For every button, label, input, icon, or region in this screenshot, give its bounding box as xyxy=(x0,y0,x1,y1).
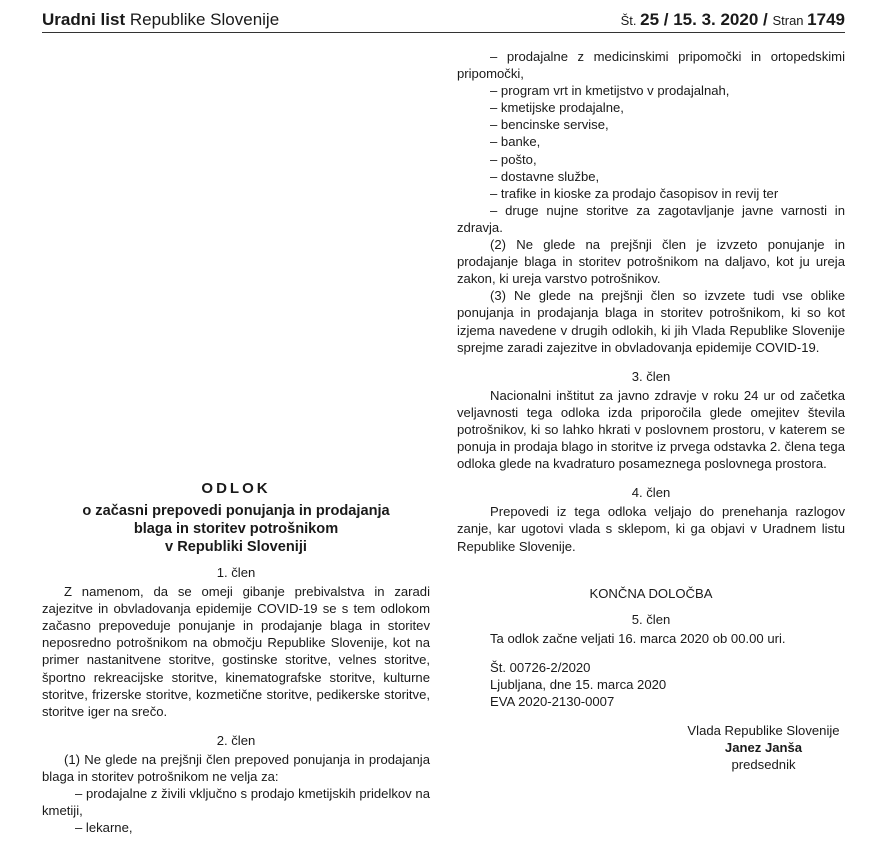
article-2-heading: 2. člen xyxy=(216,732,256,748)
spacer xyxy=(457,710,845,722)
page-header xyxy=(42,10,845,30)
subtitle-line: o začasni prepovedi ponujanja in prodajanja xyxy=(82,503,390,519)
spacer xyxy=(457,647,845,659)
page-number: 1749 xyxy=(807,10,845,29)
right-column xyxy=(457,48,845,773)
article-3-text: Nacionalni inštitut za javno zdravje v roku 24 ur od začetka veljavnosti tega odloka izda priporočila glede omejitev števila potrošnikov, ki so lahko hkrati v poslovnem prostoru, v katerem se ponuja in prodaja blago in storitve iz prvega odstavka 2. člena tega odloka glede na kvadraturo posameznega poslovnega prostora. xyxy=(457,387,845,472)
article-1-heading: 1. člen xyxy=(216,565,256,580)
header-rule xyxy=(42,32,845,33)
issue-date: 15. 3. 2020 xyxy=(673,10,759,29)
list-item: – program vrt in kmetijstvo v prodajalnah, xyxy=(490,83,730,99)
place-and-date: Ljubljana, dne 15. marca 2020 xyxy=(490,677,667,692)
issue-prefix: Št. xyxy=(620,13,637,28)
list-item: – prodajalne z živili vključno s prodajo kmetijskih pridelkov na kmetiji, xyxy=(42,786,430,819)
separator: / xyxy=(758,10,773,29)
list-item: – banke, xyxy=(490,134,541,150)
article-5-text: Ta odlok začne veljati 16. marca 2020 ob 00.00 uri. xyxy=(490,630,786,646)
reference-number: Št. 00726-2/2020 xyxy=(490,659,591,675)
list-item: – lekarne, xyxy=(75,820,133,836)
list-item: – trafike in kioske za prodajo časopisov in revij ter xyxy=(490,185,779,201)
signature-organization: Vlada Republike Slovenije xyxy=(687,723,840,739)
separator: / xyxy=(659,10,674,29)
publication-name xyxy=(42,10,279,30)
article-2-paragraph-2: (2) Ne glede na prejšnji člen je izvzeto ponujanje in prodajanje blaga in storitev potrošnikom na daljavo, kot ju ureja zakon, ki ureja varstvo potrošnikov. xyxy=(457,237,845,287)
signature-name: Janez Janša xyxy=(724,740,803,756)
list-item: – pošto, xyxy=(490,151,537,167)
decree-title: ODLOK xyxy=(201,480,271,497)
issue-info xyxy=(621,10,845,30)
signature-role: predsednik xyxy=(731,757,796,773)
final-provision-heading: KONČNA DOLOČBA xyxy=(589,585,713,601)
list-item: – kmetijske prodajalne, xyxy=(490,100,624,116)
article-4-text: Prepovedi iz tega odloka veljajo do prenehanja razlogov zanje, kar ugotovi vlada s sklepom, ki ga objavi v Uradnem listu Republike Slovenije. xyxy=(457,504,845,554)
list-item: – dostavne službe, xyxy=(490,168,600,184)
left-column xyxy=(42,480,430,836)
subtitle-line: blaga in storitev potrošnikom xyxy=(133,521,339,537)
list-item: – prodajalne z medicinskimi pripomočki in ortopedskimi pripomočki, xyxy=(457,49,845,82)
eva-number: EVA 2020-2130-0007 xyxy=(490,694,615,710)
subtitle-line: v Republiki Sloveniji xyxy=(165,539,307,555)
list-item: – druge nujne storitve za zagotavljanje javne varnosti in zdravja. xyxy=(457,202,845,235)
article-5-heading: 5. člen xyxy=(631,611,671,627)
publication-name-rest: Republike Slovenije xyxy=(125,10,280,29)
list-item: – bencinske servise, xyxy=(490,117,609,133)
publication-name-bold: Uradni list xyxy=(42,10,126,29)
issue-number: 25 xyxy=(640,10,660,29)
article-3-heading: 3. člen xyxy=(631,368,671,384)
article-2-paragraph-3: (3) Ne glede na prejšnji člen so izvzete tudi vse oblike ponujanja in prodajanja blaga in storitev potrošnikom, ki so kot izjema navedene v drugih odlokih, ki jih Vlada Republike Slovenije sprejme zaradi zajezitve in obvladovanja epidemije COVID-19. xyxy=(457,288,845,355)
article-4-heading: 4. člen xyxy=(631,485,671,501)
article-1-text: Z namenom, da se omeji gibanje prebivalstva in zaradi zajezitve in obvladovanja epidemije COVID-19 se s tem odlokom začasno prepoveduje ponujanje in prodajanje blaga in storitev neposredno potrošnikom na območju Republike Slovenije, kot na primer nastanitvene storitve, gostinske storitve, velnes storitve, športno rekreacijske storitve, kinematografske storitve, kulturne storitve, frizerske storitve, kozmetične storitve, pedikerske storitve, storitve iger na srečo. xyxy=(42,584,430,719)
decree-subtitle xyxy=(42,502,430,556)
page-label: Stran xyxy=(772,13,804,28)
article-2-paragraph-1: (1) Ne glede na prejšnji člen prepoved ponujanja in prodajanja blaga in storitev potrošnikom ne velja za: xyxy=(42,751,430,785)
